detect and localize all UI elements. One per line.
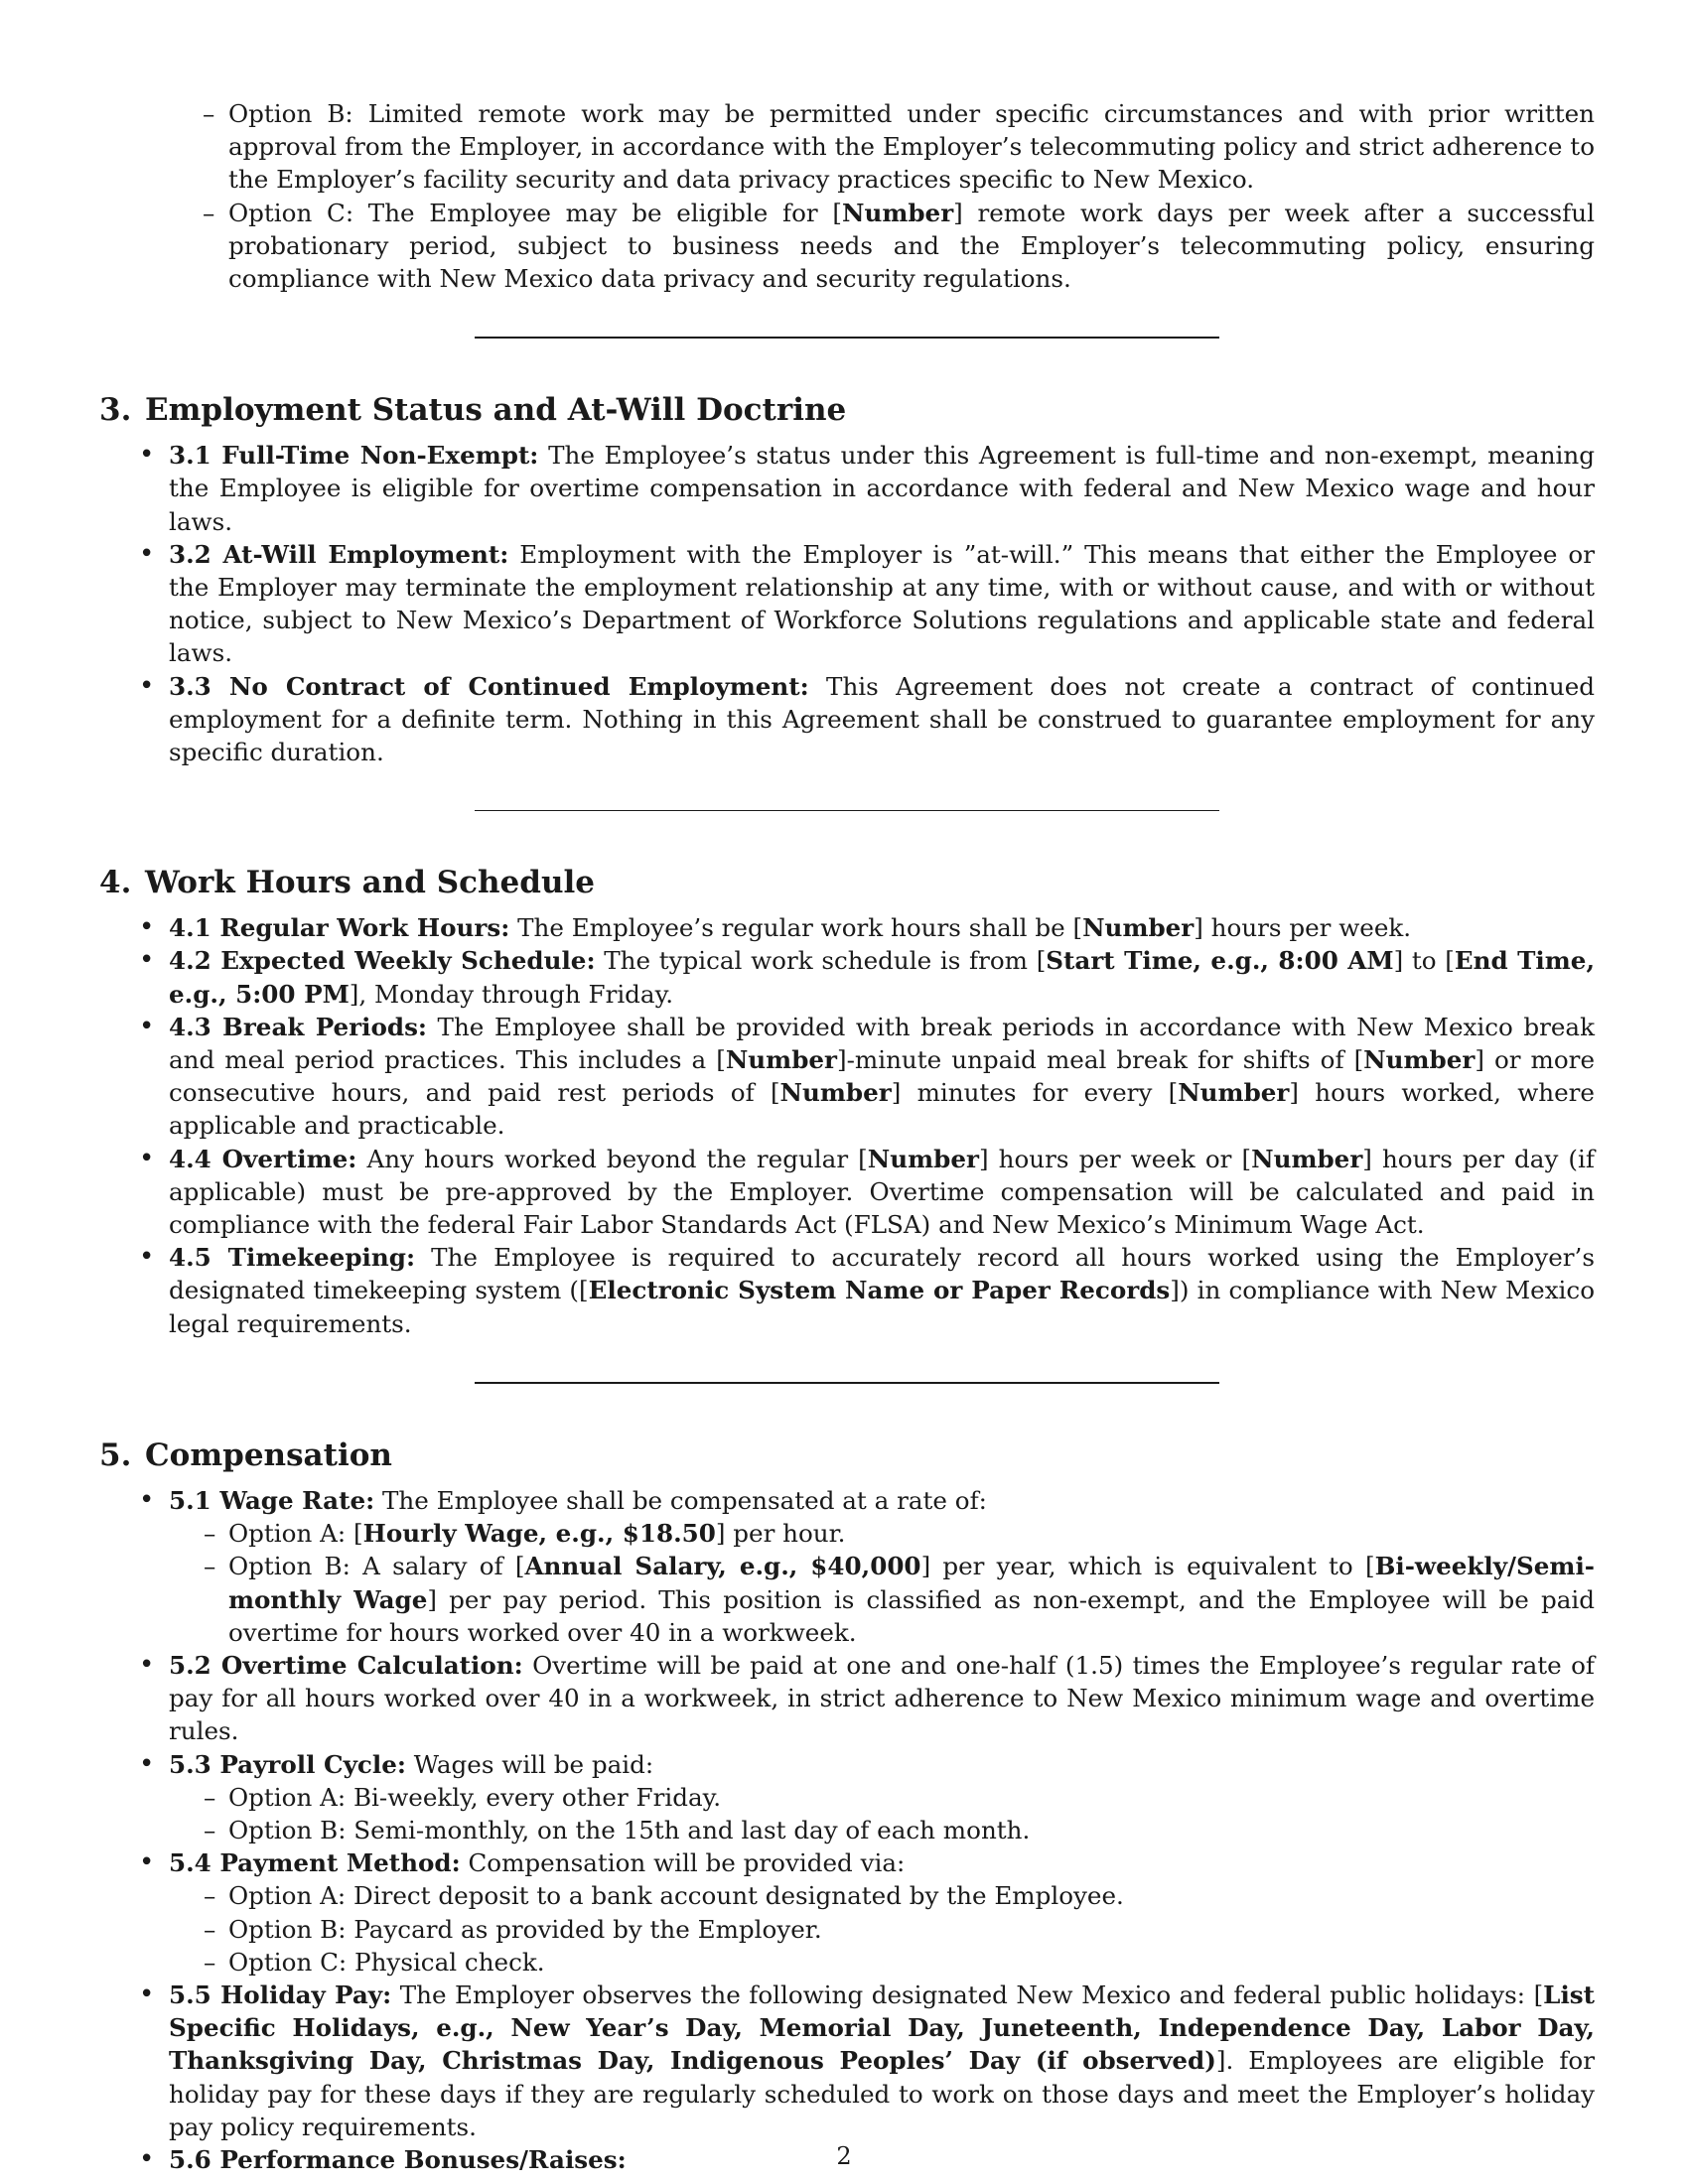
list-item: • 4.5 Timekeeping: The Employee is required to accurately record all hours worked using the Employer’s designated timekeeping system ([Electronic System Name or Paper Records]) in compliance with New Mexico legal requirements.: [99, 1241, 1595, 1340]
list-item: – Option A: Bi-weekly, every other Friday.: [169, 1781, 1595, 1814]
list-item: – Option A: Direct deposit to a bank account designated by the Employee.: [169, 1879, 1595, 1912]
list-item: • 3.2 At-Will Employment: Employment with the Employer is ”at-will.” This means that either the Employee or the Employer may terminate the employment relationship at any time, with or without cause, and with or without notice, subject to New Mexico’s Department of Workforce Solutions regulations and applicable state and federal laws.: [99, 538, 1595, 670]
list-item: • 3.3 No Contract of Continued Employment: This Agreement does not create a contract of continued employment for a definite term. Nothing in this Agreement shall be construed to guarantee employment for any specific duration.: [99, 670, 1595, 769]
list-item: – Option B: Semi-monthly, on the 15th and last day of each month.: [169, 1814, 1595, 1846]
list-item: – Option B: Limited remote work may be permitted under specific circumstances and with prior written approval from the Employer, in accordance with the Employer’s telecommuting policy and strict adherence to the Employer’s facility security and data privacy practices specific to New Mexico.: [99, 97, 1595, 197]
section-divider: [475, 337, 1219, 339]
section-divider: [475, 810, 1219, 811]
list-item: • 5.4 Payment Method: Compensation will be provided via: – Option A: Direct deposit to a bank account designated by the Employee. – Option B: Paycard as provided by the Employer. – Option C: Physical check.: [99, 1846, 1595, 1979]
list-item: • 4.2 Expected Weekly Schedule: The typical work schedule is from [Start Time, e.g., 8:00 AM] to [End Time, e.g., 5:00 PM], Monday through Friday.: [99, 944, 1595, 1010]
section-heading: 3. Employment Status and At-Will Doctrine: [99, 392, 847, 429]
page-number: 2: [836, 2142, 852, 2170]
section-heading: 4. Work Hours and Schedule: [99, 865, 595, 901]
list-item: • 3.1 Full-Time Non-Exempt: The Employee’s status under this Agreement is full-time and non-exempt, meaning the Employee is eligible for overtime compensation in accordance with federal and New Mexico wage and hour laws.: [99, 439, 1595, 538]
list-item: • 4.4 Overtime: Any hours worked beyond the regular [Number] hours per week or [Number] hours per day (if applicable) must be pre-approved by the Employer. Overtime compensation will be calculated and paid in compliance with the federal Fair Labor Standards Act (FLSA) and New Mexico’s Minimum Wage Act.: [99, 1143, 1595, 1242]
list-item: – Option A: [Hourly Wage, e.g., $18.50] per hour.: [169, 1517, 1595, 1550]
list-item: • 5.1 Wage Rate: The Employee shall be compensated at a rate of: – Option A: [Hourly Wage, e.g., $18.50] per hour. – Option B: A salary of [Annual Salary, e.g., $40,000] per year, which is equivalent to [Bi-weekly/Semi-monthly Wage] per pay period. This position is classified as non-exempt, and the Employee will be paid overtime for hours worked over 40 in a workweek.: [99, 1484, 1595, 1649]
list-item: – Option C: Physical check.: [169, 1946, 1595, 1979]
list-item: • 4.3 Break Periods: The Employee shall be provided with break periods in accordance with New Mexico break and meal period practices. This includes a [Number]-minute unpaid meal break for shifts of [Number] or more consecutive hours, and paid rest periods of [Number] minutes for every [Number] hours worked, where applicable and practicable.: [99, 1011, 1595, 1143]
section-heading: 5. Compensation: [99, 1436, 392, 1473]
list-item: – Option B: Paycard as provided by the Employer.: [169, 1913, 1595, 1946]
list-item: • 5.3 Payroll Cycle: Wages will be paid: – Option A: Bi-weekly, every other Friday. – Option B: Semi-monthly, on the 15th and last day of each month.: [99, 1748, 1595, 1847]
list-item: • 5.2 Overtime Calculation: Overtime will be paid at one and one-half (1.5) times the Employee’s regular rate of pay for all hours worked over 40 in a workweek, in strict adherence to New Mexico minimum wage and overtime rules.: [99, 1649, 1595, 1748]
list-item: – Option B: A salary of [Annual Salary, e.g., $40,000] per year, which is equivalent to [Bi-weekly/Semi-monthly Wage] per pay period. This position is classified as non-exempt, and the Employee will be paid overtime for hours worked over 40 in a workweek.: [169, 1550, 1595, 1649]
section-divider: [475, 1382, 1219, 1384]
list-item: – Option C: The Employee may be eligible for [Number] remote work days per week after a successful probationary period, subject to business needs and the Employer’s telecommuting policy, ensuring compliance with New Mexico data privacy and security regulations.: [99, 197, 1595, 296]
list-item: • 4.1 Regular Work Hours: The Employee’s regular work hours shall be [Number] hours per week.: [99, 911, 1595, 944]
list-item: • 5.5 Holiday Pay: The Employer observes the following designated New Mexico and federal public holidays: [List Specific Holidays, e.g., New Year’s Day, Memorial Day, Juneteenth, Independence Day, Labor Day, Thanksgiving Day, Christmas Day, Indigenous Peoples’ Day (if observed)]. Employees are eligible for holiday pay for these days if they are regularly scheduled to work on those days and meet the Employer’s holiday pay policy requirements.: [99, 1979, 1595, 2143]
list-item: • 5.6 Performance Bonuses/Raises:: [99, 2143, 1595, 2176]
document-body: [99, 97, 1595, 2176]
